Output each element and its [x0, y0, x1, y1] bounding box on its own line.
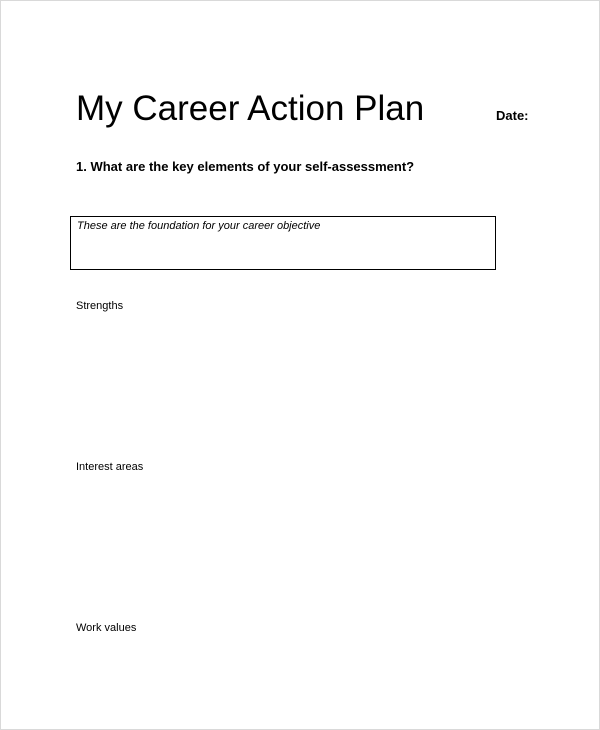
- note-box-text: These are the foundation for your career objective: [77, 220, 321, 232]
- page-title: My Career Action Plan: [76, 89, 425, 128]
- date-label: Date:: [496, 108, 529, 123]
- section-label-strengths: Strengths: [76, 300, 124, 312]
- section-label-interest-areas: Interest areas: [76, 461, 144, 473]
- question-heading: 1. What are the key elements of your self-assessment?: [76, 159, 415, 174]
- note-box: [70, 216, 496, 270]
- section-label-work-values: Work values: [76, 622, 137, 634]
